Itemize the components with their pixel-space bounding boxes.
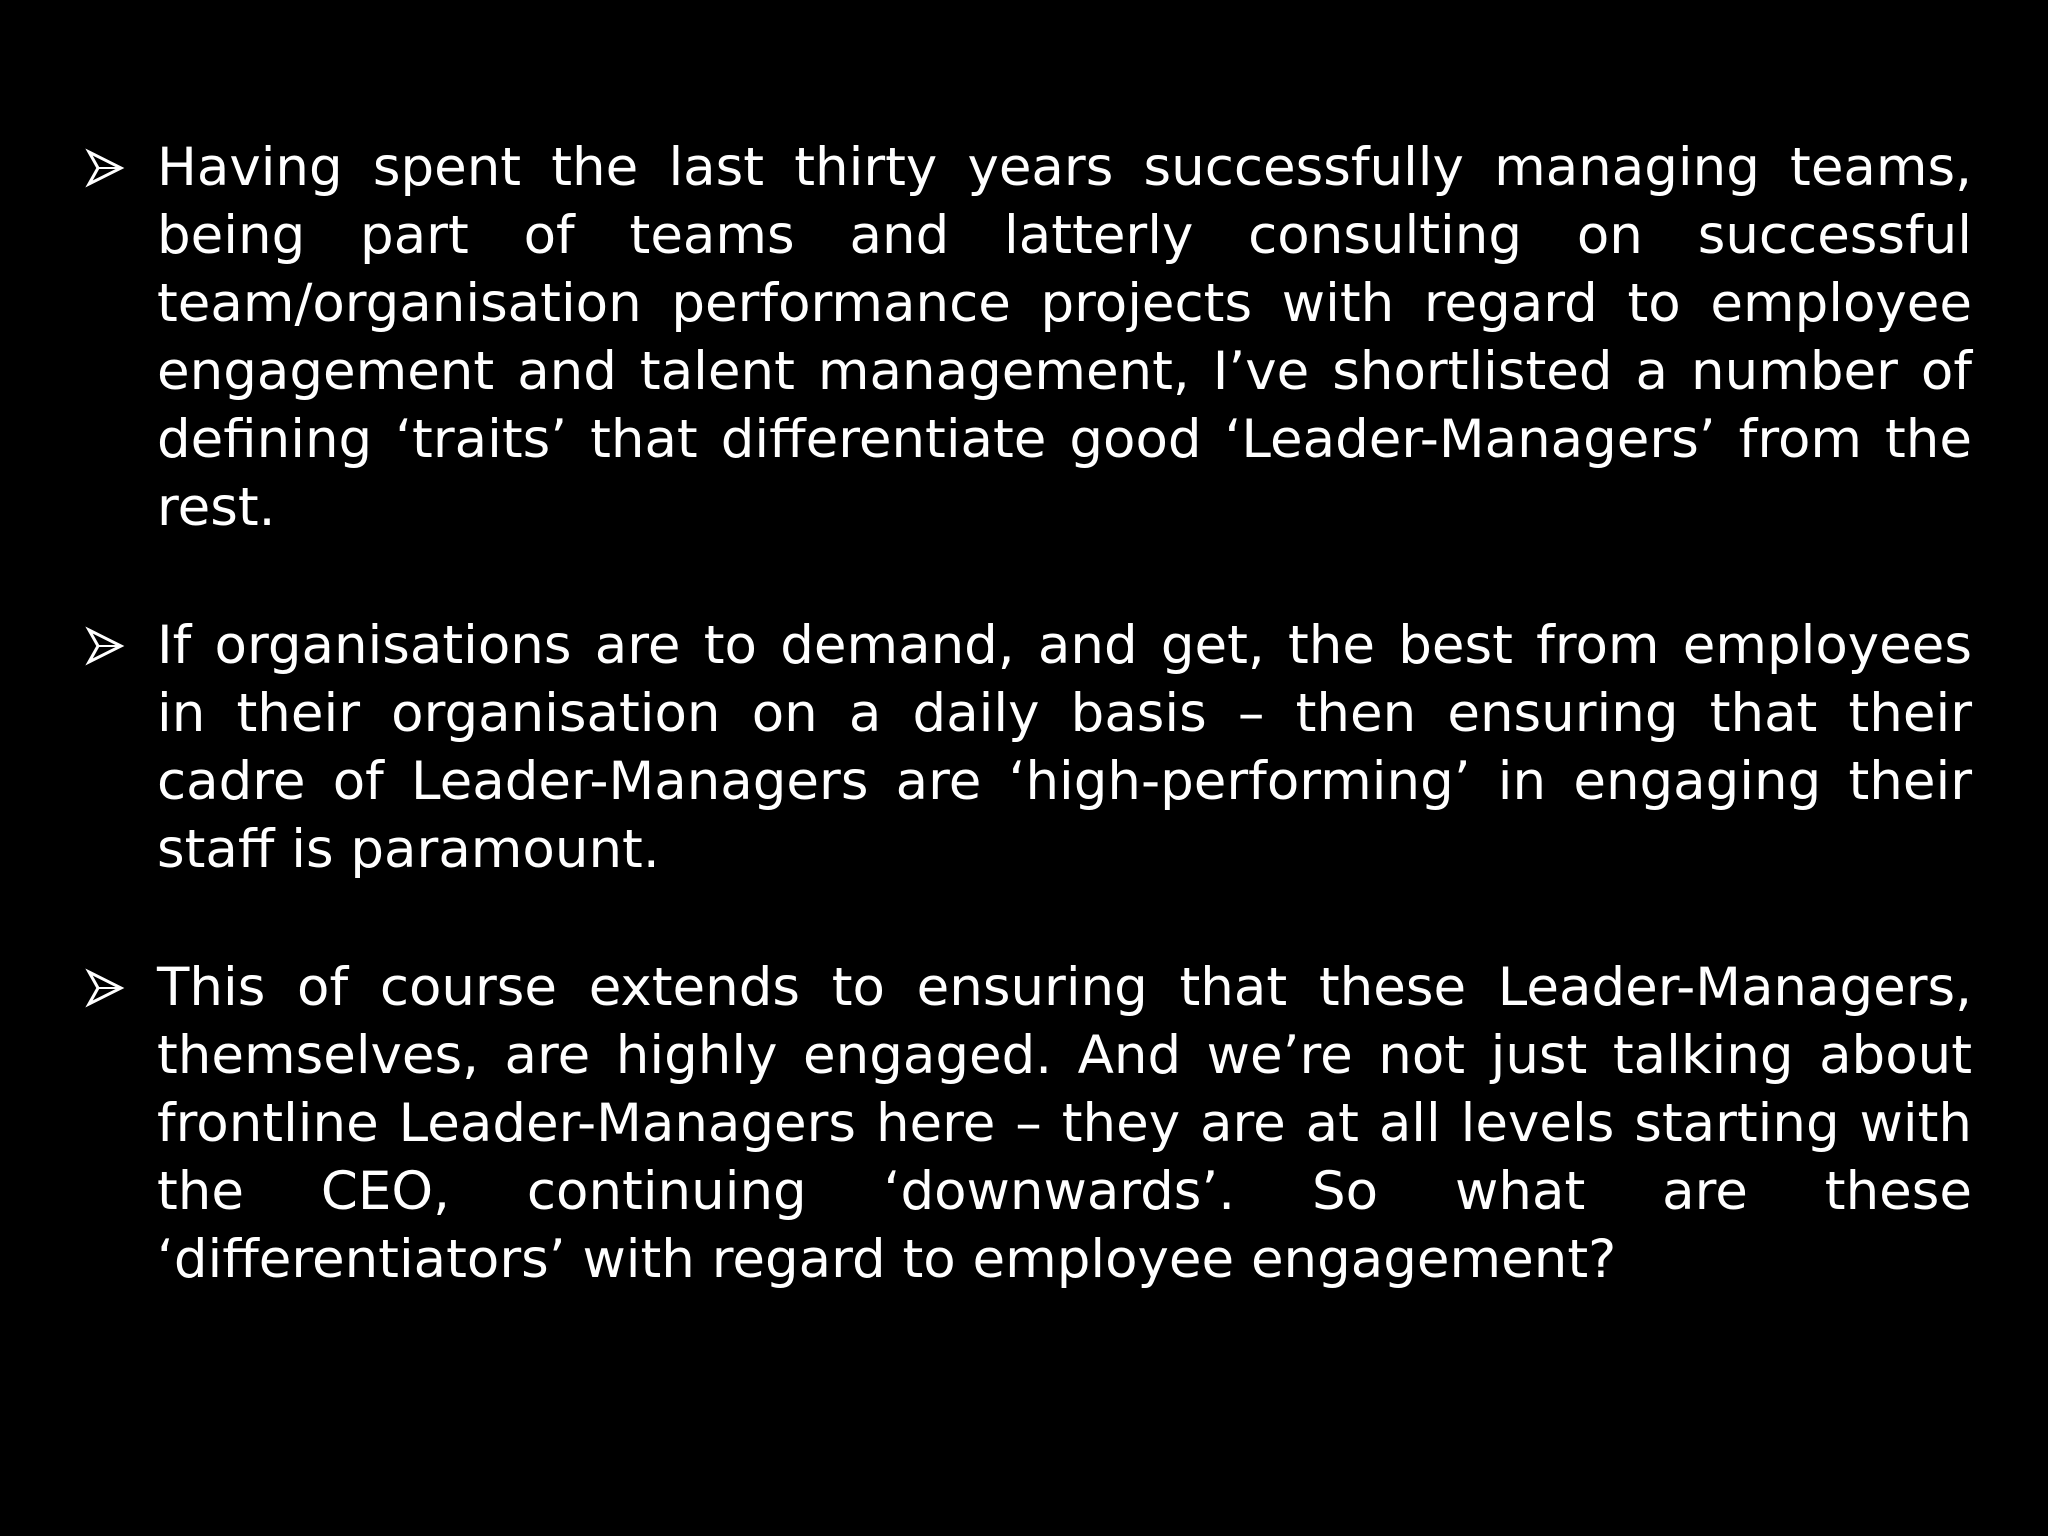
arrowhead-bullet-icon: [85, 148, 125, 188]
arrowhead-bullet-icon: [85, 968, 125, 1008]
bullet-text-1: Having spent the last thirty years successfully managing teams, being part of teams and latterly consulting on successful team/organisation performance projects with regard to employee engagement and talent management, I’ve shortlisted a number of defining ‘traits’ that differentiate good ‘Leader-Managers’ from the rest.: [157, 137, 1972, 538]
bullet-text-3: This of course extends to ensuring that these Leader-Managers, themselves, are highly engaged. And we’re not just talking about frontline Leader-Managers here – they are at all levels starting with the CEO, continuing ‘downwards’. So what are these ‘differentiators’ with regard to employee engagement?: [157, 957, 1972, 1290]
bullet-item-2: [157, 612, 1972, 884]
bullet-text-2: If organisations are to demand, and get, the best from employees in their organisation on a daily basis – then ensuring that their cadre of Leader-Managers are ‘high-performing’ in engaging their staff is paramount.: [157, 615, 1972, 880]
bullet-item-1: [157, 134, 1972, 542]
bullet-item-3: [157, 954, 1972, 1294]
arrowhead-bullet-icon: [85, 626, 125, 666]
